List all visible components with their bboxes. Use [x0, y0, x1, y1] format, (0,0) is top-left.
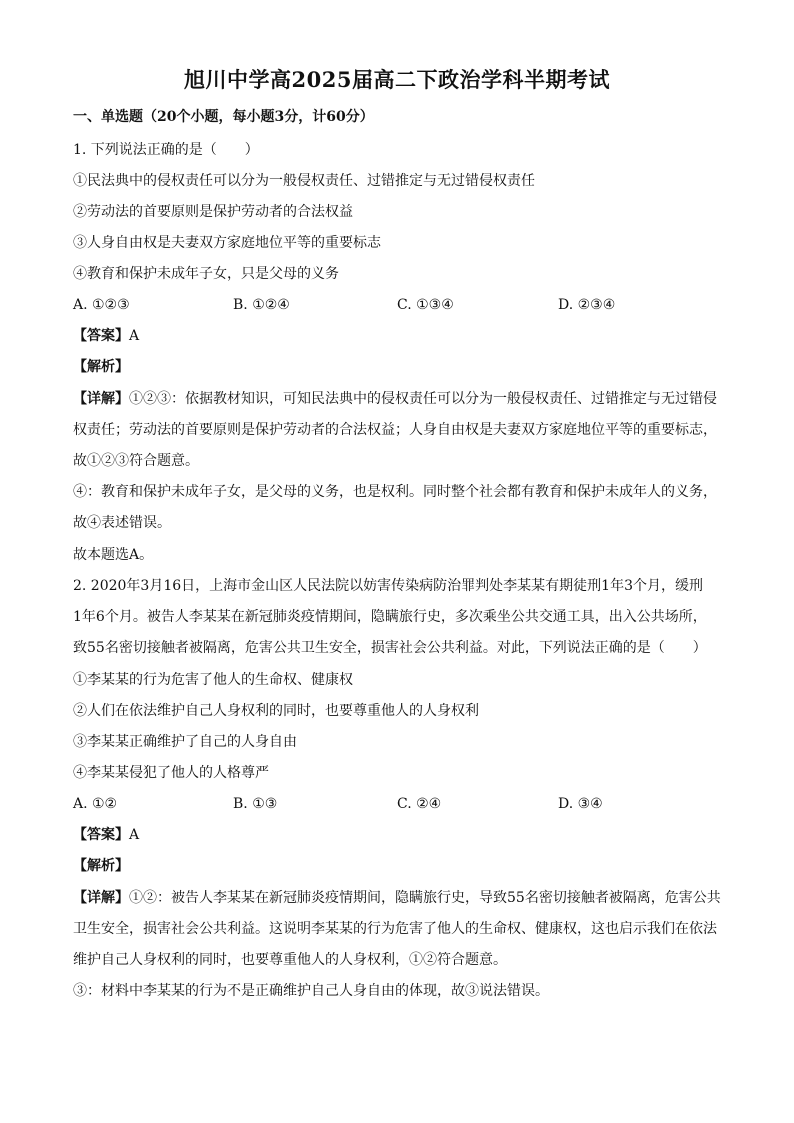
q2-stem-line-2: 1年6个月。被告人李某某在新冠肺炎疫情期间，隐瞒旅行史，多次乘坐公共交通工具，出入公共场所， — [73, 609, 707, 625]
q2-option-c: C. ②④ — [397, 796, 442, 812]
q2-detail-line-1 — [73, 888, 734, 908]
q2-stem-line-3: 致55名密切接触者被隔离，危害公共卫生安全，损害社会公共利益。对此，下列说法正确的是（ ） — [73, 640, 707, 656]
q1-answer-value: A — [129, 328, 140, 344]
q1-analysis-tag — [73, 357, 734, 377]
q2-item-4: ④李某某侵犯了他人的人格尊严 — [73, 765, 269, 781]
q2-answer-tag: 【答案】 — [73, 827, 129, 843]
q1-option-a: A. ①②③ — [73, 297, 130, 313]
q1-detail-line-2: 权责任；劳动法的首要原则是保护劳动者的合法权益；人身自由权是夫妻双方家庭地位平等的重要标志， — [73, 422, 717, 438]
exam-title: 旭川中学高2025届高二下政治学科半期考试 — [184, 67, 610, 92]
q1-detail-text-1: ①②③：依据教材知识，可知民法典中的侵权责任可以分为一般侵权责任、过错推定与无过错侵 — [129, 391, 717, 407]
q2-detail-line-4: ③：材料中李某某的行为不是正确维护自己人身自由的体现，故③说法错误。 — [73, 983, 549, 999]
q1-detail-line-5: 故④表述错误。 — [73, 515, 171, 531]
q2-option-a: A. ①② — [73, 796, 118, 812]
q2-item-3: ③李某某正确维护了自己的人身自由 — [73, 734, 297, 750]
q2-analysis-label: 【解析】 — [73, 858, 129, 874]
q1-item-1: ①民法典中的侵权责任可以分为一般侵权责任、过错推定与无过错侵权责任 — [73, 173, 535, 189]
q2-option-d: D. ③④ — [558, 796, 603, 812]
q2-detail-line-3: 维护自己人身权利的同时，也要尊重他人的人身权利，①②符合题意。 — [73, 952, 507, 968]
q1-option-c: C. ①③④ — [397, 297, 454, 313]
q1-detail-line-4: ④：教育和保护未成年子女，是父母的义务，也是权利。同时整个社会都有教育和保护未成年人的义务， — [73, 484, 717, 500]
q2-option-b: B. ①③ — [233, 796, 278, 812]
q2-analysis-tag — [73, 856, 734, 876]
q2-detail-line-2: 卫生安全，损害社会公共利益。这说明李某某的行为危害了他人的生命权、健康权，这也启示我们在依法 — [73, 921, 717, 937]
q1-detail-line-6: 故本题选A。 — [73, 547, 154, 563]
q1-analysis-label: 【解析】 — [73, 359, 129, 375]
q1-option-d: D. ②③④ — [558, 297, 616, 313]
section-heading: 一、单选题（20个小题，每小题3分，计60分） — [73, 109, 374, 125]
q1-option-b: B. ①②④ — [233, 297, 290, 313]
q1-stem: 1. 下列说法正确的是（ ） — [73, 142, 259, 158]
q2-detail-text-1: ①②：被告人李某某在新冠肺炎疫情期间，隐瞒旅行史，导致55名密切接触者被隔离，危害公共 — [129, 890, 721, 906]
q1-detail-line-1 — [73, 389, 734, 409]
q1-item-3: ③人身自由权是夫妻双方家庭地位平等的重要标志 — [73, 235, 381, 251]
q2-item-2: ②人们在依法维护自己人身权利的同时，也要尊重他人的人身权利 — [73, 703, 479, 719]
q1-item-4: ④教育和保护未成年子女，只是父母的义务 — [73, 266, 339, 282]
q1-item-2: ②劳动法的首要原则是保护劳动者的合法权益 — [73, 204, 353, 220]
q1-answer — [73, 326, 734, 346]
q2-detail-tag: 【详解】 — [73, 890, 129, 906]
q2-stem-line-1: 2. 2020年3月16日，上海市金山区人民法院以妨害传染病防治罪判处李某某有期徒刑1年3个月，缓刑 — [73, 578, 703, 594]
q1-detail-line-3: 故①②③符合题意。 — [73, 453, 199, 469]
q1-detail-tag: 【详解】 — [73, 391, 129, 407]
q2-answer-value: A — [129, 827, 140, 843]
q2-answer — [73, 825, 734, 845]
q2-item-1: ①李某某的行为危害了他人的生命权、健康权 — [73, 672, 353, 688]
q1-answer-tag: 【答案】 — [73, 328, 129, 344]
